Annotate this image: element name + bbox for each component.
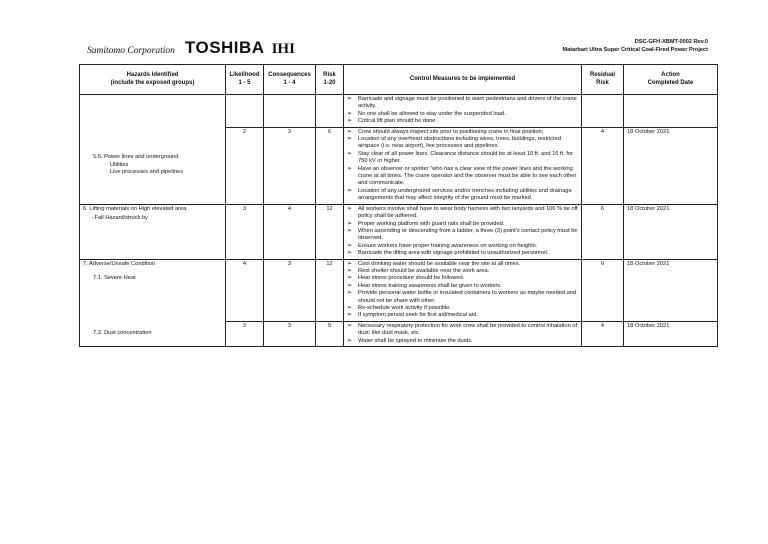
- hazard-cell: [80, 204, 226, 259]
- ihi-logo: IHI: [271, 41, 295, 57]
- control-item: ➢ Barricade the lifting area with signage prohibited to unauthorized personnel.: [347, 250, 578, 257]
- action-date-cell: [624, 95, 718, 128]
- table-row: [80, 259, 718, 321]
- control-item: ➢ Stay clear of all power lines. Clearance distance should be at least 10 ft. and 16 ft. for 750 kV or higher.: [347, 151, 578, 166]
- col-likelihood: Likelihood 1 - 5: [226, 65, 264, 95]
- control-item: ➢ Location of any underground services and/or trenches including utilities and drainage arrangements that may affect integrity of the ground must be marked.: [347, 188, 578, 203]
- action-date-cell: 18 October 2021: [624, 259, 718, 321]
- residual-risk-cell: 6: [582, 259, 624, 321]
- risk-cell: 12: [316, 259, 344, 321]
- control-item: ➢ Heat stress procedure should be followed.: [347, 275, 578, 282]
- risk-assessment-table: [79, 64, 718, 347]
- hazard-line: 7.2. Dust concentration: [93, 329, 152, 336]
- col-control-measures: Control Measures to be implemented: [344, 65, 582, 95]
- hazard-title: 6. Lifting materials on High elevated area: [83, 205, 187, 212]
- control-item: ➢ Crew should always inspect site prior to positioning crane in final position;: [347, 129, 578, 136]
- document-number: DSC-GFH-XBMT-0002 Rev.0: [634, 39, 708, 45]
- risk-cell: 6: [316, 127, 344, 204]
- col-action-date: Action Completed Date: [624, 65, 718, 95]
- control-measures-cell: [344, 95, 582, 128]
- control-item: ➢ Cool drinking water should be available near the site at all times.: [347, 261, 578, 268]
- residual-risk-cell: 6: [582, 204, 624, 259]
- project-name: Matarbari Ultra Super Critical Coal-Fired Power Project: [562, 47, 708, 53]
- control-item: ➢ No one shall be allowed to stay under the suspended load.: [347, 111, 578, 118]
- action-date-cell: 18 October 2021: [624, 127, 718, 204]
- control-item: ➢ All workers involve shall have to wear body harness with two lanyards and 100 % tie off policy shall be adhered.: [347, 206, 578, 221]
- control-item: ➢ When ascending or descending from a ladder, a three (3) point's contact policy must be observed.: [347, 228, 578, 243]
- likelihood-cell: 3: [226, 321, 264, 346]
- residual-risk-cell: 4: [582, 127, 624, 204]
- document-header-info: [563, 38, 708, 54]
- hazard-title: 5.5. Power lines and underground: [93, 154, 179, 161]
- table-row: [80, 321, 718, 346]
- consequences-cell: 3: [264, 321, 316, 346]
- table-row: [80, 95, 718, 128]
- control-item: ➢ Water shall be sprayed to minimize the dusts.: [347, 338, 578, 345]
- control-item: ➢ Proper working platform with guard rails shall be provided.: [347, 221, 578, 228]
- likelihood-cell: 3: [226, 204, 264, 259]
- risk-cell: 9: [316, 321, 344, 346]
- likelihood-cell: [226, 95, 264, 128]
- risk-cell: 12: [316, 204, 344, 259]
- consequences-cell: 3: [264, 127, 316, 204]
- control-item: ➢ Critical lift plan should be done.: [347, 118, 578, 125]
- control-item: ➢ Ensure workers have proper training awareness on working on heights.: [347, 243, 578, 250]
- col-residual-risk: Residual Risk: [582, 65, 624, 95]
- control-item: ➢ Have an observer or spotter "who has a clear view of the power lines and the working crane at all times. The crane operator and the observer must be able to see each other and communicate.: [347, 166, 578, 188]
- table-header-row: [80, 65, 718, 95]
- control-item: ➢ Re-schedule work activity if possible.: [347, 305, 578, 312]
- control-item: ➢ Location of any overhead obstructions including wires, trees, buildings, restricted airspace (i.e. near airport), live processes and pipelines.: [347, 136, 578, 151]
- consequences-cell: 3: [264, 259, 316, 321]
- hazard-title: 7. Adverse/Unsafe Condition: [83, 260, 156, 267]
- sumitomo-logo: Sumitomo Corporation: [87, 46, 175, 56]
- consequences-cell: 4: [264, 204, 316, 259]
- company-logos: [87, 38, 295, 58]
- control-item: ➢ If symptom persist seek for first aid/medical aid.: [347, 312, 578, 319]
- hazard-line: - Fall Hazard/struck by: [91, 215, 148, 222]
- hazard-cell: [80, 127, 226, 204]
- table-row: [80, 204, 718, 259]
- hazard-line: Live processes and pipelines: [110, 169, 184, 176]
- risk-cell: [316, 95, 344, 128]
- likelihood-cell: 2: [226, 127, 264, 204]
- control-item: ➢ Barricade and signage must be positioned to warn pedestrians and drivers of the crane activity.: [347, 96, 578, 111]
- control-measures-cell: [344, 204, 582, 259]
- hazard-line: 7.1. Severe Heat: [93, 274, 136, 281]
- table-row: [80, 127, 718, 204]
- hazard-cell: [80, 95, 226, 128]
- col-consequences: Consequences 1 - 4: [264, 65, 316, 95]
- likelihood-cell: 4: [226, 259, 264, 321]
- residual-risk-cell: 4: [582, 321, 624, 346]
- hazard-cell: [80, 321, 226, 346]
- hazard-cell: [80, 259, 226, 321]
- action-date-cell: 18 October 2021: [624, 321, 718, 346]
- control-item: ➢ Provide personal water bottle or insulated containers to workers as maybe needed and should not be share with other.: [347, 290, 578, 305]
- toshiba-logo: TOSHIBA: [184, 38, 265, 57]
- hazard-line: Utilities: [110, 161, 129, 168]
- control-item: ➢ Necessary respiratory protection for work crew shall be provided to control inhalation of dust: like dust mask, etc.: [347, 323, 578, 338]
- residual-risk-cell: [582, 95, 624, 128]
- consequences-cell: [264, 95, 316, 128]
- control-measures-cell: [344, 321, 582, 346]
- control-measures-cell: [344, 127, 582, 204]
- col-risk: Risk 1-20: [316, 65, 344, 95]
- control-measures-cell: [344, 259, 582, 321]
- control-item: ➢ Heat stress training awareness shall be given to workers.: [347, 283, 578, 290]
- control-item: ➢ Rest shelter should be available near the work area.: [347, 268, 578, 275]
- action-date-cell: 18 October 2021: [624, 204, 718, 259]
- col-hazards: Hazards Identified (include the exposed groups): [80, 65, 226, 95]
